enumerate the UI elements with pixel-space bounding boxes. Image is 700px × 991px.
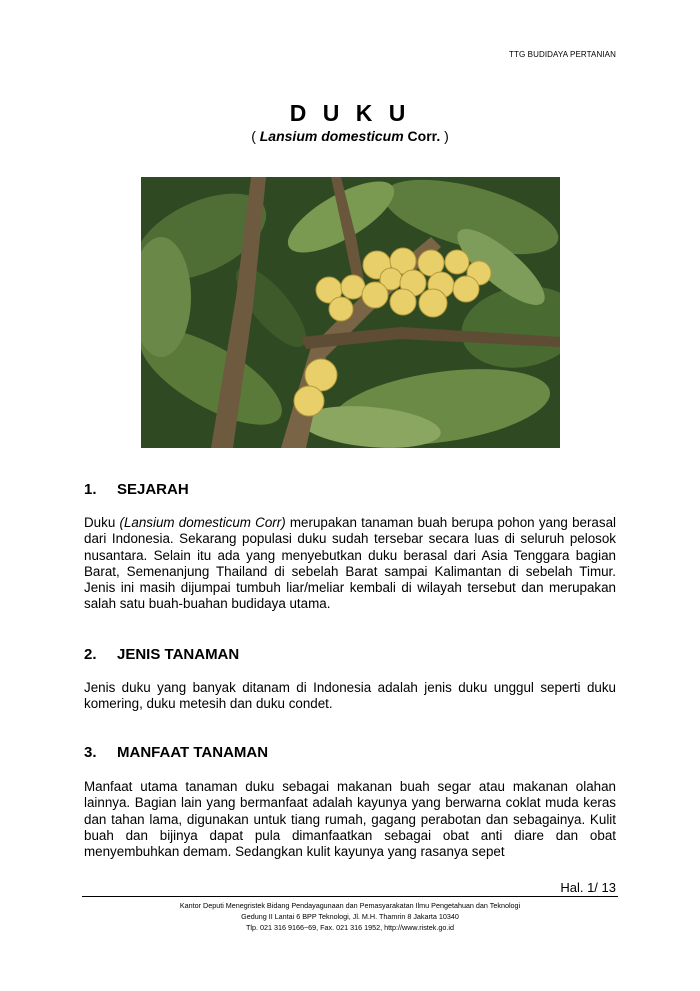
subtitle-species: Lansium domesticum	[259, 128, 404, 144]
subtitle-open: (	[251, 128, 260, 144]
header-tag: TTG BUDIDAYA PERTANIAN	[509, 50, 616, 59]
section-number: 1.	[84, 481, 97, 498]
section-title: SEJARAH	[117, 481, 189, 498]
species-name: (Lansium domesticum Corr)	[119, 515, 286, 530]
subtitle-close: )	[440, 128, 449, 144]
section-body-jenis-tanaman: Jenis duku yang banyak ditanam di Indonesia adalah jenis duku unggul seperti duku komering, duku metesih dan duku condet.	[84, 680, 616, 712]
section-body-sejarah	[84, 515, 616, 613]
section-heading-jenis-tanaman	[84, 646, 239, 663]
page-number: Hal. 1/ 13	[560, 880, 616, 895]
body-text: merupakan tanaman buah berupa pohon yang berasal dari Indonesia. Sekarang populasi duku sudah tersebar secara luas di seluruh pelosok nusantara. Selain itu ada yang menyebutkan duku berasal dari Asia Tenggara bagian Barat, Semenanjung Thailand di sebelah Barat sampai Kalimantan di sebelah Timur. Jenis ini masih dijumpai tumbuh liar/meliar kembali di wilayah tersebut dan merupakan salah satu buah-buahan budidaya utama.	[84, 515, 616, 612]
section-heading-manfaat-tanaman	[84, 744, 268, 761]
section-title: JENIS TANAMAN	[117, 646, 240, 663]
section-number: 3.	[84, 744, 97, 761]
section-title: MANFAAT TANAMAN	[117, 744, 269, 761]
footer-line: Gedung II Lantai 6 BPP Teknologi, Jl. M.H. Thamrin 8 Jakarta 10340	[241, 912, 459, 921]
section-heading-sejarah	[84, 481, 189, 498]
footer-line: Tlp. 021 316 9166~69, Fax. 021 316 1952, http://www.ristek.go.id	[246, 923, 454, 932]
duku-fruit-photo	[141, 177, 560, 448]
section-number: 2.	[84, 646, 97, 663]
footer-line: Kantor Deputi Menegristek Bidang Pendayagunaan dan Pemasyarakatan Ilmu Pengetahuan dan Teknologi	[179, 901, 521, 910]
body-text: Duku	[84, 515, 120, 530]
footer-divider	[82, 896, 618, 897]
subtitle-author: Corr.	[403, 128, 441, 144]
page-subtitle	[0, 128, 700, 144]
page-title: D U K U	[289, 100, 411, 126]
page-footer	[0, 900, 700, 933]
section-body-manfaat-tanaman: Manfaat utama tanaman duku sebagai makanan buah segar atau makanan olahan lainnya. Bagian lain yang bermanfaat adalah kayunya yang berwarna coklat muda keras dan tahan lama, digunakan untuk tiang rumah, gagang perabotan dan sebagainya. Kulit buah dan bijinya dapat pula dimanfaatkan sebagai obat anti diare dan obat menyembuhkan demam. Sedangkan kulit kayunya yang rasanya sepet	[84, 779, 616, 860]
